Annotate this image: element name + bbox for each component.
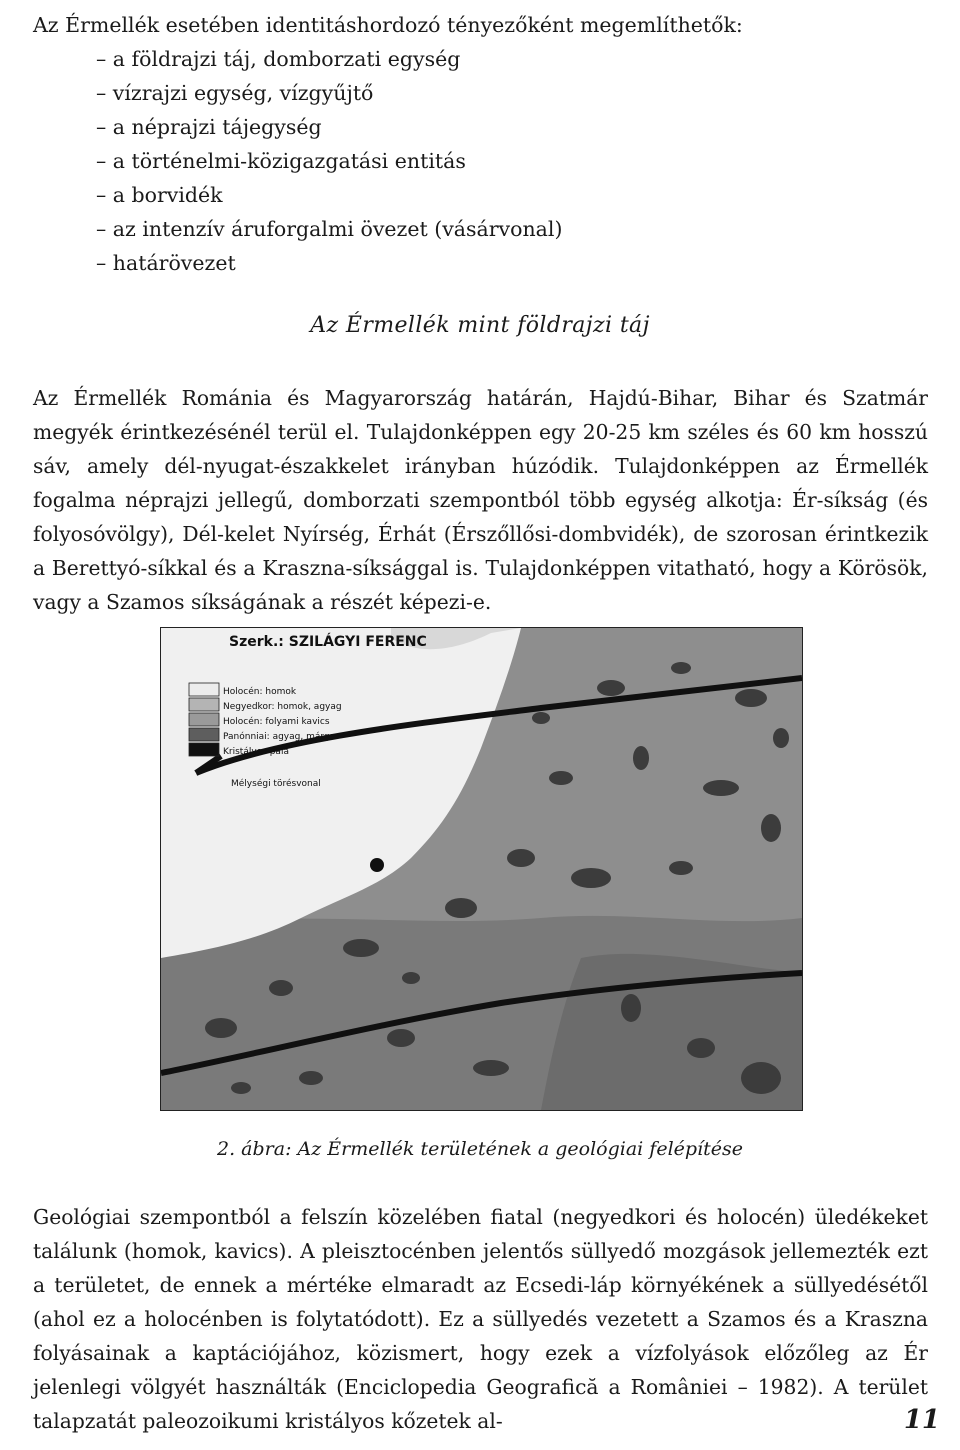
legend-swatch [189, 713, 219, 726]
geology-map-figure [160, 627, 803, 1111]
fault-line-label: Mélységi törésvonal [231, 779, 321, 789]
legend-label: Negyedkor: homok, agyag [223, 702, 342, 712]
legend-label: Panónniai: agyag, márga [223, 732, 336, 742]
paragraph-2: Geológiai szempontból a felszín közelében fiatal (negyedkori és holocén) üledékeket találunk (homok, kavics). A pleisztocénben jelentős süllyedő mozgások jellemezték ezt a területet, de ennek a mértéke elmaradt az Ecsedi-láp környékének a süllyedésétől (ahol ez a holocénben is folytatódott). Ez a süllyedés vezetett a Szamos és a Kraszna folyásainak a kaptációjához, közismert, hogy ezek a vízfolyások előzőleg az Ér jelenlegi völgyét használták (Enciclopedia Geografică a României – 1982). A terület talapzatát paleozoikumi kristályos kőzetek al- [33, 1205, 928, 1433]
figure-caption: 2. ábra: Az Érmellék területének a geológiai felépítése [217, 1138, 743, 1160]
legend-swatch [189, 743, 219, 756]
map-author-label: Szerk.: SZILÁGYI FERENC [229, 634, 427, 650]
legend-label: Holocén: folyami kavics [223, 717, 330, 727]
intro-line: Az Érmellék esetében identitáshordozó tényezőként megemlíthetők: [33, 13, 743, 37]
list-item: – az intenzív áruforgalmi övezet (vásárvonal) [96, 212, 562, 246]
section-title: Az Érmellék mint földrajzi táj [310, 313, 650, 338]
geology-map [161, 628, 802, 1110]
legend-swatch [189, 728, 219, 741]
page-number: 11 [903, 1405, 940, 1435]
list-item: – a néprajzi tájegység [96, 110, 562, 144]
list-item: – a történelmi-közigazgatási entitás [96, 144, 562, 178]
legend-label: Holocén: homok [223, 687, 297, 697]
list-item: – a borvidék [96, 178, 562, 212]
list-item: – vízrajzi egység, vízgyűjtő [96, 76, 562, 110]
list-item: – a földrajzi táj, domborzati egység [96, 42, 562, 76]
list-item: – határövezet [96, 246, 562, 280]
legend-swatch [189, 698, 219, 711]
identity-factors-list [96, 42, 562, 280]
legend-swatch [189, 683, 219, 696]
legend-label: Kristályos pala [223, 747, 289, 757]
paragraph-1: Az Érmellék Románia és Magyarország határán, Hajdú-Bihar, Bihar és Szatmár megyék érintkezésénél terül el. Tulajdonképpen egy 20-25 km széles és 60 km hosszú sáv, amely dél-nyugat-északkelet irányban húzódik. Tulajdonképpen az Érmellék fogalma néprajzi jellegű, domborzati szempontból több egység alkotja: Ér-síkság (és folyosóvölgy), Dél-kelet Nyírség, Érhát (Érszőllősi-dombvidék), de szorosan érintkezik a Berettyó-síkkal és a Kraszna-síksággal is. Tulajdonképpen vitatható, hogy a Körösök, vagy a Szamos síkságának a részét képezi-e. [33, 386, 928, 614]
